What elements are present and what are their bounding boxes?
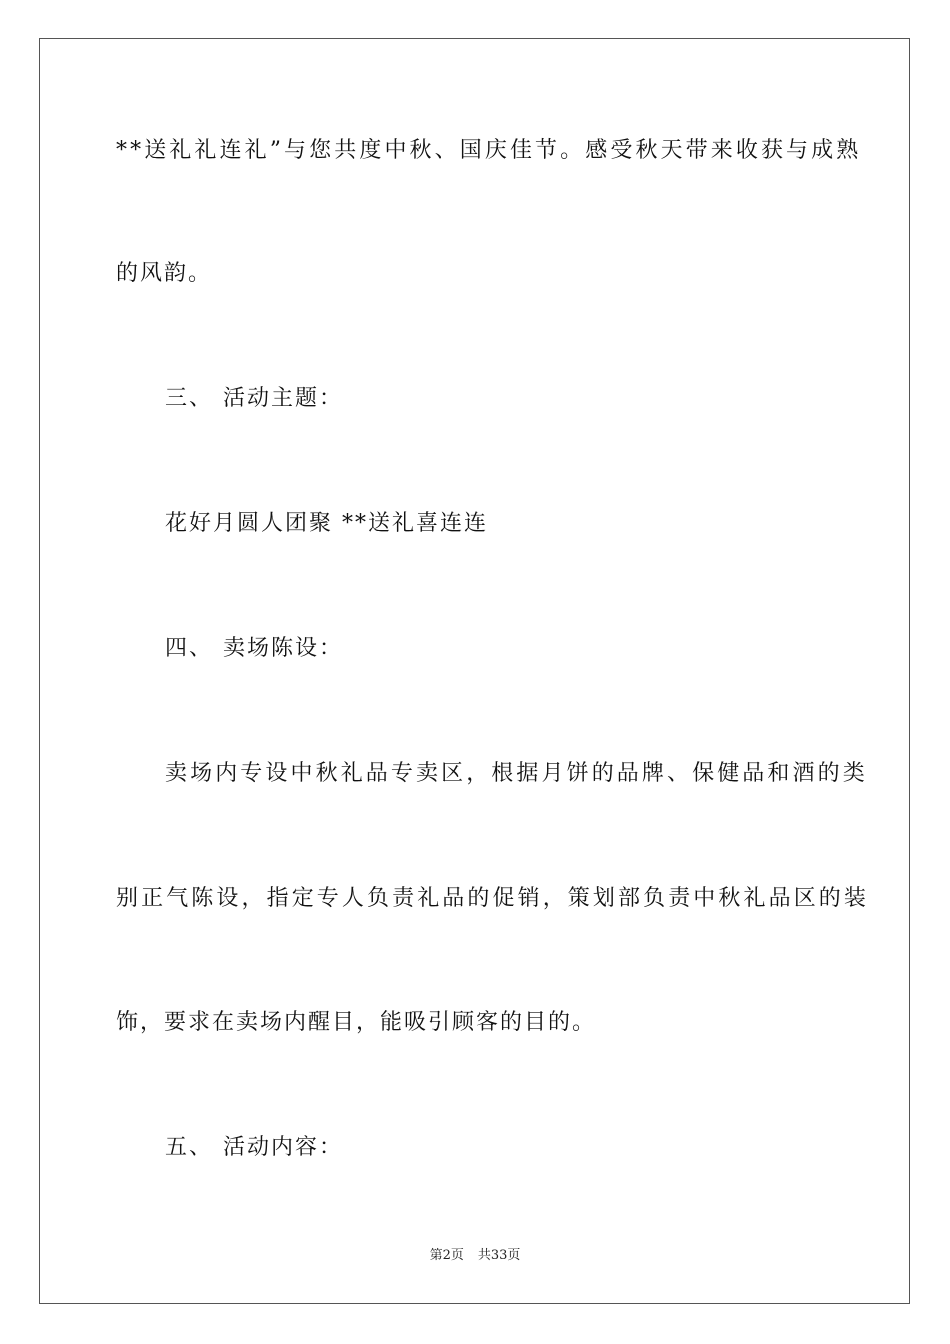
theme-text: 花好月圆人团聚 **送礼喜连连 xyxy=(165,511,488,536)
section-heading-4 xyxy=(165,634,885,664)
page-total: 共33页 xyxy=(477,1248,521,1263)
section-number: 五、 xyxy=(165,1135,214,1160)
page-border xyxy=(39,38,910,1304)
paragraph-line: **送礼礼连礼”与您共度中秋、国庆佳节。感受秋天带来收获与成熟 xyxy=(116,138,862,163)
section-number: 四、 xyxy=(165,636,214,661)
paragraph-line: 的风韵。 xyxy=(116,261,213,286)
section-title: 活动主题： xyxy=(223,386,344,411)
section-title: 卖场陈设： xyxy=(223,636,344,661)
section-heading-3 xyxy=(165,384,885,414)
page-footer xyxy=(0,1247,950,1265)
paragraph-line: 饰，要求在卖场内醒目，能吸引顾客的目的。 xyxy=(116,1010,597,1035)
paragraph-line: 别正气陈设，指定专人负责礼品的促销，策划部负责中秋礼品区的装 xyxy=(116,886,870,911)
section-number: 三、 xyxy=(165,386,214,411)
page-number: 第2页 xyxy=(429,1248,464,1263)
section-heading-5 xyxy=(165,1133,885,1163)
section-title: 活动内容： xyxy=(223,1135,344,1160)
paragraph-line: 卖场内专设中秋礼品专卖区，根据月饼的品牌、保健品和酒的类 xyxy=(165,761,868,786)
